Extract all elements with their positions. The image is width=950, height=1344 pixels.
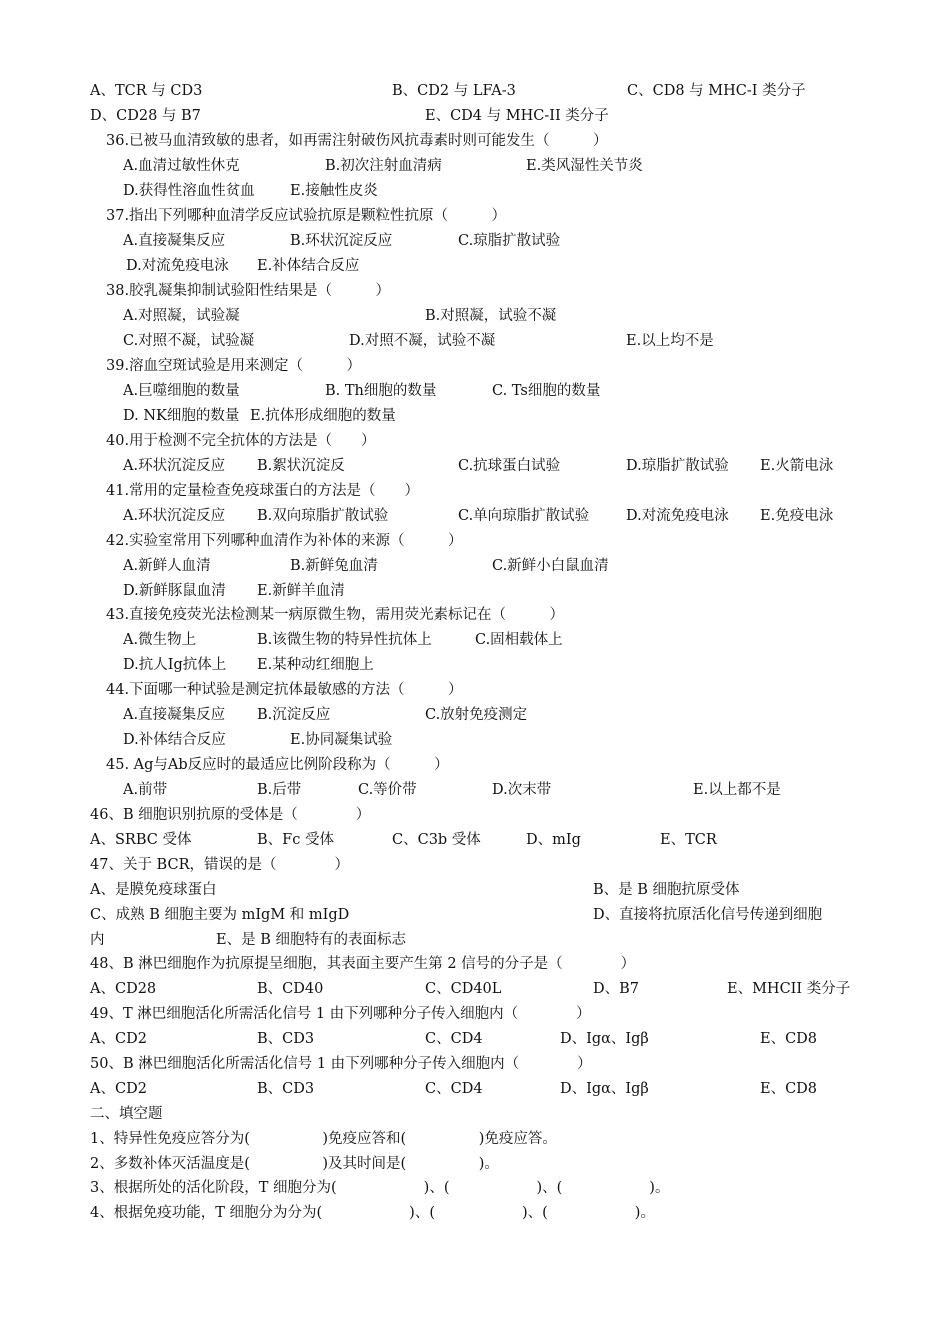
text-segment: B.对照凝，试验不凝 [425,308,557,324]
text-line [0,853,950,878]
text-segment: 3、根据所处的活化阶段，T 细胞分为( )、( )、( )。 [90,1180,670,1196]
text-segment: E、CD4 与 MHC-II 类分子 [425,108,609,124]
text-line [0,329,950,354]
text-segment: D.抗人Ig抗体上 [123,657,227,673]
text-line [0,1027,950,1052]
text-line [0,554,950,579]
text-segment: D.补体结合反应 [123,732,226,748]
text-line [0,728,950,753]
text-line [0,977,950,1002]
text-segment: B.环状沉淀反应 [290,233,393,249]
text-segment: D. NK细胞的数量 [123,408,240,424]
text-segment: B、CD3 [257,1031,315,1047]
text-segment: A.对照凝，试验凝 [123,308,240,324]
text-segment: A.环状沉淀反应 [123,458,226,474]
text-segment: D、mIg [526,832,581,848]
text-segment: C.新鲜小白鼠血清 [492,558,609,574]
text-line [0,778,950,803]
text-segment: D、Igα、Igβ [560,1081,649,1097]
text-line [0,1152,950,1177]
text-segment: A、CD28 [90,981,157,997]
text-segment: C、CD40L [425,981,502,997]
text-segment: B.新鲜兔血清 [290,558,378,574]
text-segment: 37.指出下列哪种血清学反应试验抗原是颗粒性抗原（ ） [106,208,507,224]
text-line [0,579,950,604]
text-segment: D.琼脂扩散试验 [626,458,729,474]
text-segment: E.抗体形成细胞的数量 [250,408,396,424]
text-segment: D.对照不凝，试验不凝 [349,333,496,349]
text-segment: A.环状沉淀反应 [123,508,226,524]
text-segment: 44.下面哪一种试验是测定抗体最敏感的方法（ ） [106,682,463,698]
text-segment: D、直接将抗原活化信号传递到细胞 [593,907,823,923]
text-segment: E.火箭电泳 [760,458,834,474]
text-line [0,379,950,404]
text-segment: B.沉淀反应 [257,707,331,723]
text-segment: B.后带 [257,782,302,798]
text-line [0,1176,950,1201]
text-segment: 39.溶血空斑试验是用来测定（ ） [106,358,362,374]
text-segment: A.前带 [123,782,168,798]
text-segment: E.以上均不是 [626,333,714,349]
text-line [0,928,950,953]
text-line [0,479,950,504]
text-segment: A、SRBC 受体 [90,832,192,848]
text-segment: A、是膜免疫球蛋白 [90,882,217,898]
text-segment: D、CD28 与 B7 [90,108,201,124]
text-segment: C、CD8 与 MHC-I 类分子 [627,83,806,99]
text-segment: A.直接凝集反应 [123,233,226,249]
text-segment: E.某种动红细胞上 [257,657,374,673]
text-segment: C.琼脂扩散试验 [458,233,561,249]
text-segment: 50、B 淋巴细胞活化所需活化信号 1 由下列哪种分子传入细胞内（ ） [90,1056,592,1072]
text-segment: B、CD2 与 LFA-3 [392,83,516,99]
text-segment: D.对流免疫电泳 [626,508,729,524]
text-line [0,429,950,454]
text-segment: C.固相载体上 [475,632,563,648]
text-segment: A.巨噬细胞的数量 [123,383,240,399]
text-line [0,404,950,429]
text-segment: B.絮状沉淀反 [257,458,345,474]
text-line [0,204,950,229]
text-line [0,678,950,703]
text-segment: C.对照不凝，试验凝 [123,333,255,349]
text-segment: 36.已被马血清致敏的患者，如再需注射破伤风抗毒素时则可能发生（ ） [106,133,608,149]
text-segment: B.双向琼脂扩散试验 [257,508,389,524]
text-segment: 二、填空题 [90,1106,163,1122]
text-line [0,903,950,928]
text-segment: A、CD2 [90,1031,147,1047]
text-segment: 43.直接免疫荧光法检测某一病原微生物，需用荧光素标记在（ ） [106,607,565,623]
text-line [0,279,950,304]
text-segment: B.初次注射血清病 [325,158,442,174]
text-segment: D.获得性溶血性贫血 [123,183,255,199]
text-segment: B、CD40 [257,981,324,997]
text-segment: E、CD8 [760,1081,818,1097]
text-line [0,104,950,129]
text-line [0,878,950,903]
text-segment: 1、特异性免疫应答分为( )免疫应答和( )免疫应答。 [90,1131,557,1147]
text-line [0,1002,950,1027]
text-segment: 42.实验室常用下列哪种血清作为补体的来源（ ） [106,533,463,549]
text-line [0,129,950,154]
text-segment: C.单向琼脂扩散试验 [458,508,590,524]
text-segment: 48、B 淋巴细胞作为抗原提呈细胞，其表面主要产生第 2 信号的分子是（ ） [90,956,636,972]
text-segment: 47、关于 BCR，错误的是（ ） [90,857,349,873]
text-line [0,703,950,728]
text-line [0,1127,950,1152]
text-line [0,1102,950,1127]
text-segment: A、TCR 与 CD3 [90,83,203,99]
text-segment: C、CD4 [425,1081,483,1097]
text-segment: E.类风湿性关节炎 [526,158,643,174]
text-segment: D、Igα、Igβ [560,1031,649,1047]
text-segment: 2、多数补体灭活温度是( )及其时间是( )。 [90,1156,499,1172]
text-segment: E.免疫电泳 [760,508,834,524]
text-segment: E.补体结合反应 [257,258,360,274]
text-line [0,504,950,529]
text-segment: 4、根据免疫功能，T 细胞分为分为( )、( )、( )。 [90,1205,655,1221]
text-line [0,628,950,653]
text-segment: C.抗球蛋白试验 [458,458,561,474]
text-line [0,304,950,329]
text-segment: C、CD4 [425,1031,483,1047]
text-line [0,254,950,279]
text-segment: E.接触性皮炎 [290,183,378,199]
text-segment: E、MHCII 类分子 [727,981,851,997]
text-segment: A、CD2 [90,1081,147,1097]
text-line [0,154,950,179]
text-line [0,1077,950,1102]
text-line [0,828,950,853]
text-segment: D.新鲜豚鼠血清 [123,583,226,599]
text-line [0,529,950,554]
text-line [0,603,950,628]
text-segment: A.新鲜人血清 [123,558,211,574]
text-segment: B、Fc 受体 [257,832,334,848]
text-line [0,229,950,254]
text-segment: C、C3b 受体 [392,832,481,848]
text-segment: E、TCR [660,832,717,848]
text-segment: E.协同凝集试验 [290,732,393,748]
text-segment: B、CD3 [257,1081,315,1097]
text-segment: 45. Ag与Ab反应时的最适应比例阶段称为（ ） [106,757,449,773]
text-line [0,803,950,828]
text-segment: 38.胶乳凝集抑制试验阳性结果是（ ） [106,283,391,299]
text-line [0,354,950,379]
text-segment: A.微生物上 [123,632,197,648]
text-line [0,653,950,678]
text-segment: C.等价带 [358,782,417,798]
text-line [0,1052,950,1077]
text-segment: 49、T 淋巴细胞活化所需活化信号 1 由下列哪种分子传入细胞内（ ） [90,1006,591,1022]
text-segment: A.直接凝集反应 [123,707,226,723]
text-segment: 40.用于检测不完全抗体的方法是（ ） [106,433,376,449]
text-segment: C.放射免疫测定 [425,707,528,723]
text-segment: B、是 B 细胞抗原受体 [593,882,740,898]
text-segment: C、成熟 B 细胞主要为 mIgM 和 mIgD [90,907,350,923]
text-segment: E.以上都不是 [693,782,781,798]
text-segment: D、B7 [593,981,640,997]
text-line [0,454,950,479]
text-segment: C. Ts细胞的数量 [492,383,601,399]
text-segment: E、CD8 [760,1031,818,1047]
text-line [0,79,950,104]
text-line [0,1201,950,1226]
text-segment: E、是 B 细胞特有的表面标志 [216,932,406,948]
text-line [0,952,950,977]
text-line [0,753,950,778]
text-segment: 41.常用的定量检查免疫球蛋白的方法是（ ） [106,483,420,499]
text-segment: D.对流免疫电泳 [126,258,229,274]
text-segment: B. Th细胞的数量 [325,383,437,399]
text-line [0,179,950,204]
text-segment: 46、B 细胞识别抗原的受体是（ ） [90,807,371,823]
text-segment: A.血清过敏性休克 [123,158,240,174]
text-segment: B.该微生物的特异性抗体上 [257,632,432,648]
text-segment: 内 [90,932,105,948]
text-segment: E.新鲜羊血清 [257,583,345,599]
text-segment: D.次末带 [492,782,552,798]
